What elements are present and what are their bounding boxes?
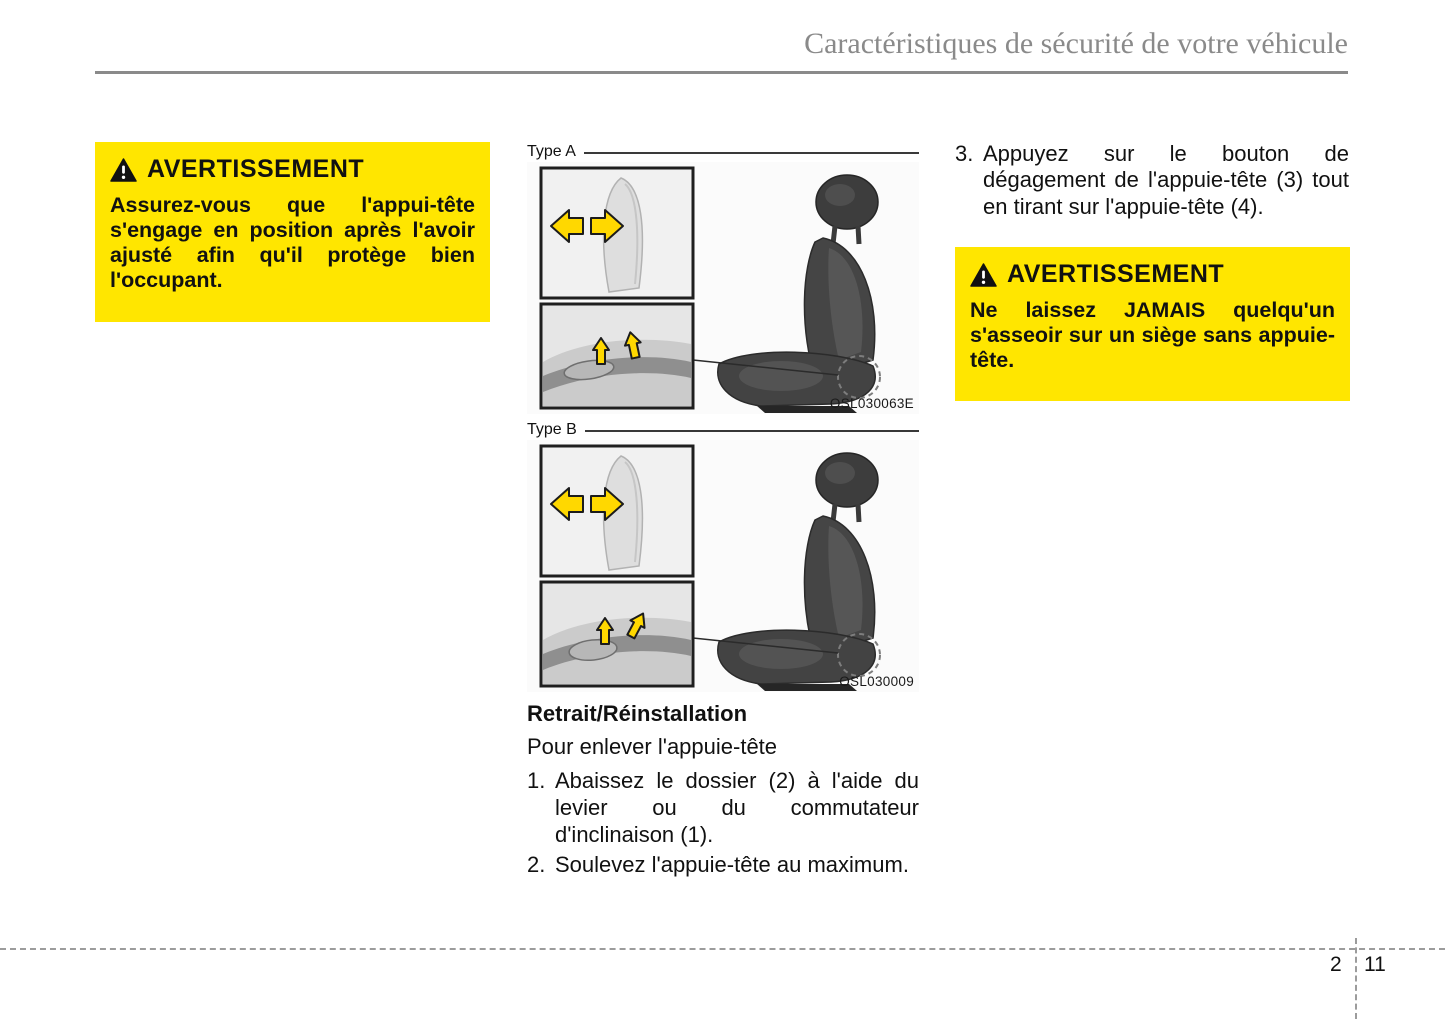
warning-triangle-icon [110,158,137,182]
figure-type-a-label: Type A [527,142,576,160]
headrest-inset [541,446,693,576]
removal-heading: Retrait/Réinstallation [527,701,748,726]
figure-type-a [527,141,919,414]
figure-type-b-code: OSL030009 [839,674,914,689]
warning-body: Assurez-vous que l'appui-tête s'engage en position après l'avoir ajusté afin qu'il protège bien l'occupant. [110,193,475,293]
footer-dashed-divider [1355,938,1357,1019]
step-number: 1. [527,768,546,793]
figure-type-a-code: OSL030063E [829,396,914,411]
footer-page-number: 11 [1364,953,1386,976]
removal-step-3 [955,141,1349,220]
warning-title: AVERTISSEMENT [1007,260,1225,288]
step-number: 3. [955,141,974,166]
seat-illustration-type-a [527,162,919,414]
step-number: 2. [527,852,546,877]
figure-label-rule [585,430,919,432]
page-title: Caractéristiques de sécurité de votre véhicule [804,27,1348,60]
figure-type-a-canvas [527,162,919,414]
figure-type-b-canvas [527,440,919,692]
figure-label-row [527,141,919,162]
removal-step-1 [527,768,919,848]
headrest-inset [541,168,693,298]
footer-chapter-number: 2 [1330,953,1342,976]
removal-step-2 [527,852,919,879]
warning-triangle-icon [970,263,997,287]
warning-title-row [110,155,475,184]
warning-box-no-headrest [955,247,1350,401]
figure-type-b-label: Type B [527,420,577,438]
seat-illustration-type-b [527,440,919,692]
figure-type-b [527,419,919,692]
figure-label-row [527,419,919,440]
warning-body: Ne laissez JAMAIS quelqu'un s'asseoir sur un siège sans appuie-tête. [970,298,1335,373]
footer-dashed-rule [0,948,1445,950]
step-text: Abaissez le dossier (2) à l'aide du levier ou du commutateur d'inclinaison (1). [555,768,919,847]
warning-title-row [970,260,1335,289]
step-text: Soulevez l'appuie-tête au maximum. [555,852,909,877]
recline-switch-inset [541,582,693,686]
removal-intro: Pour enlever l'appuie-tête [527,734,778,759]
figure-label-rule [584,152,919,154]
warning-box-headrest-engage [95,142,490,322]
recline-lever-inset [541,304,693,408]
header-rule [95,71,1348,74]
warning-title: AVERTISSEMENT [147,155,365,183]
step-text: Appuyez sur le bouton de dégagement de l'appuie-tête (3) tout en tirant sur l'appuie-tête (4). [983,141,1349,219]
